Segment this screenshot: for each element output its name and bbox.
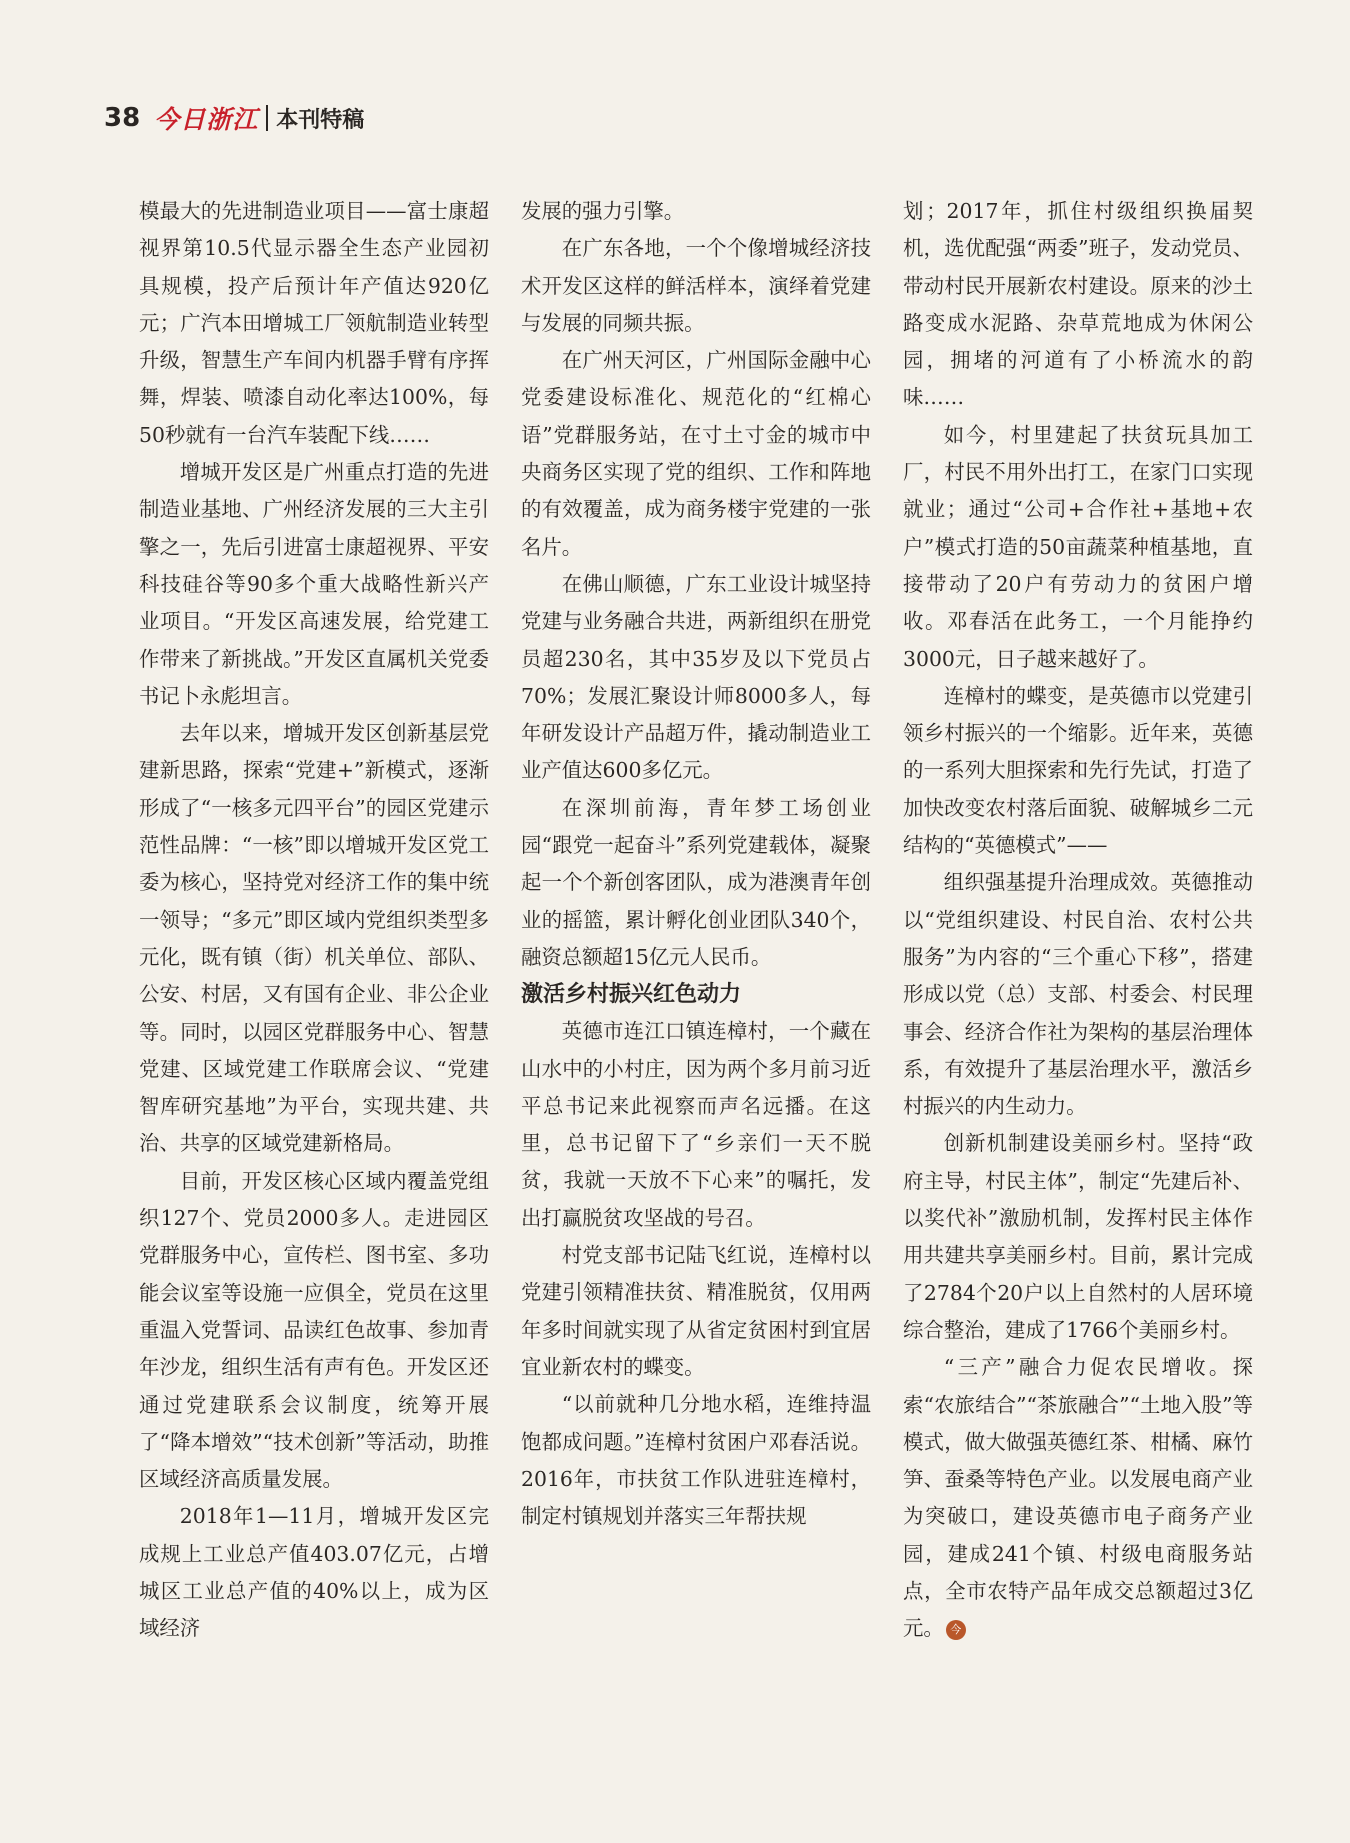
magazine-logo: 今日浙江 [154, 105, 259, 134]
article-column-1 [139, 193, 489, 1648]
end-mark-icon: 今 [946, 1620, 966, 1640]
paragraph: 在佛山顺德，广东工业设计城坚持党建与业务融合共进，两新组织在册党员超230名，其中35岁及以下党员占70%；发展汇聚设计师8000多人，每年研发设计产品超万件，撬动制造业工业产值达600多亿元。 [521, 571, 871, 783]
paragraph: 划；2017年，抓住村级组织换届契机，选优配强“两委”班子，发动党员、带动村民开展新农村建设。原来的沙土路变成水泥路、杂草荒地成为休闲公园，拥堵的河道有了小桥流水的韵味…… [903, 199, 1253, 410]
paragraph: 在广东各地，一个个像增城经济技术开发区这样的鲜活样本，演绎着党建与发展的同频共振。 [521, 236, 871, 335]
page-number: 38 [104, 103, 141, 133]
paragraph: 去年以来，增城开发区创新基层党建新思路，探索“党建+”新模式，逐渐形成了“一核多元四平台”的园区党建示范性品牌：“一核”即以增城开发区党工委为核心，坚持党对经济工作的集中统一领导；“多元”即区域内党组织类型多元化，既有镇（街）机关单位、部队、公安、村居，又有国有企业、非公企业等。同时，以园区党群服务中心、智慧党建、区域党建工作联席会议、“党建智库研究基地”为平台，实现共建、共治、共享的区域党建新格局。 [139, 721, 489, 1156]
paragraph: 在深圳前海，青年梦工场创业园“跟党一起奋斗”系列党建载体，凝聚起一个个新创客团队，成为港澳青年创业的摇篮，累计孵化创业团队340个，融资总额超15亿元人民币。 [521, 795, 871, 969]
article-column-3 [903, 193, 1253, 1648]
paragraph: 在广州天河区，广州国际金融中心党委建设标准化、规范化的“红棉心语”党群服务站，在寸土寸金的城市中央商务区实现了党的组织、工作和阵地的有效覆盖，成为商务楼宇党建的一张名片。 [521, 348, 871, 559]
paragraph: 村党支部书记陆飞红说，连樟村以党建引领精准扶贫、精准脱贫，仅用两年多时间就实现了从省定贫困村到宜居宜业新农村的蝶变。 [521, 1243, 871, 1379]
header-divider [266, 105, 268, 131]
paragraph: 模最大的先进制造业项目——富士康超视界第10.5代显示器全生态产业园初具规模，投产后预计年产值达920亿元；广汽本田增城工厂领航制造业转型升级，智慧生产车间内机器手臂有序挥舞，焊装、喷漆自动化率达100%，每50秒就有一台汽车装配下线…… [139, 199, 489, 447]
section-label: 本刊特稿 [276, 107, 365, 133]
paragraph: “以前就种几分地水稻，连维持温饱都成问题。”连樟村贫困户邓春活说。2016年，市扶贫工作队进驻连樟村，制定村镇规划并落实三年帮扶规 [521, 1392, 871, 1529]
paragraph: 2018年1—11月，增城开发区完成规上工业总产值403.07亿元，占增城区工业总产值的40%以上，成为区域经济 [139, 1504, 489, 1641]
paragraph-final [903, 1349, 1253, 1647]
section-subheading: 激活乡村振兴红色动力 [521, 982, 742, 1008]
paragraph: 英德市连江口镇连樟村，一个藏在山水中的小村庄，因为两个多月前习近平总书记来此视察而声名远播。在这里，总书记留下了“乡亲们一天不脱贫，我就一天放不下心来”的嘱托，发出打赢脱贫攻坚战的号召。 [521, 1019, 871, 1230]
paragraph: 发展的强力引擎。 [521, 199, 685, 223]
article-column-2 [521, 193, 871, 1535]
paragraph: 如今，村里建起了扶贫玩具加工厂，村民不用外出打工，在家门口实现就业；通过“公司+合作社+基地+农户”模式打造的50亩蔬菜种植基地，直接带动了20户有劳动力的贫困户增收。邓春活在此务工，一个月能挣约3000元，日子越来越好了。 [903, 422, 1253, 671]
paragraph: 增城开发区是广州重点打造的先进制造业基地、广州经济发展的三大主引擎之一，先后引进富士康超视界、平安科技硅谷等90多个重大战略性新兴产业项目。“开发区高速发展，给党建工作带来了新挑战。”开发区直属机关党委书记卜永彪坦言。 [139, 460, 489, 708]
paragraph: 创新机制建设美丽乡村。坚持“政府主导，村民主体”，制定“先建后补、以奖代补”激励机制，发挥村民主体作用共建共享美丽乡村。目前，累计完成了2784个20户以上自然村的人居环境综合整治，建成了1766个美丽乡村。 [903, 1131, 1253, 1342]
page-header [104, 98, 364, 138]
paragraph: 组织强基提升治理成效。英德推动以“党组织建设、村民自治、农村公共服务”为内容的“三个重心下移”，搭建形成以党（总）支部、村委会、村民理事会、经济合作社为架构的基层治理体系，有效提升了基层治理水平，激活乡村振兴的内生动力。 [903, 870, 1253, 1119]
paragraph-text: “三产”融合力促农民增收。探索“农旅结合”“茶旅融合”“土地入股”等模式，做大做强英德红茶、柑橘、麻竹笋、蚕桑等特色产业。以发展电商产业为突破口，建设英德市电子商务产业园，建成241个镇、村级电商服务站点，全市农特产品年成交总额超过3亿元。 [903, 1355, 1253, 1641]
paragraph: 连樟村的蝶变，是英德市以党建引领乡村振兴的一个缩影。近年来，英德的一系列大胆探索和先行先试，打造了加快改变农村落后面貌、破解城乡二元结构的“英德模式”—— [903, 683, 1253, 858]
paragraph: 目前，开发区核心区域内覆盖党组织127个、党员2000多人。走进园区党群服务中心，宣传栏、图书室、多功能会议室等设施一应俱全，党员在这里重温入党誓词、品读红色故事、参加青年沙龙，组织生活有声有色。开发区还通过党建联系会议制度，统筹开展了“降本增效”“技术创新”等活动，助推区域经济高质量发展。 [139, 1168, 489, 1492]
